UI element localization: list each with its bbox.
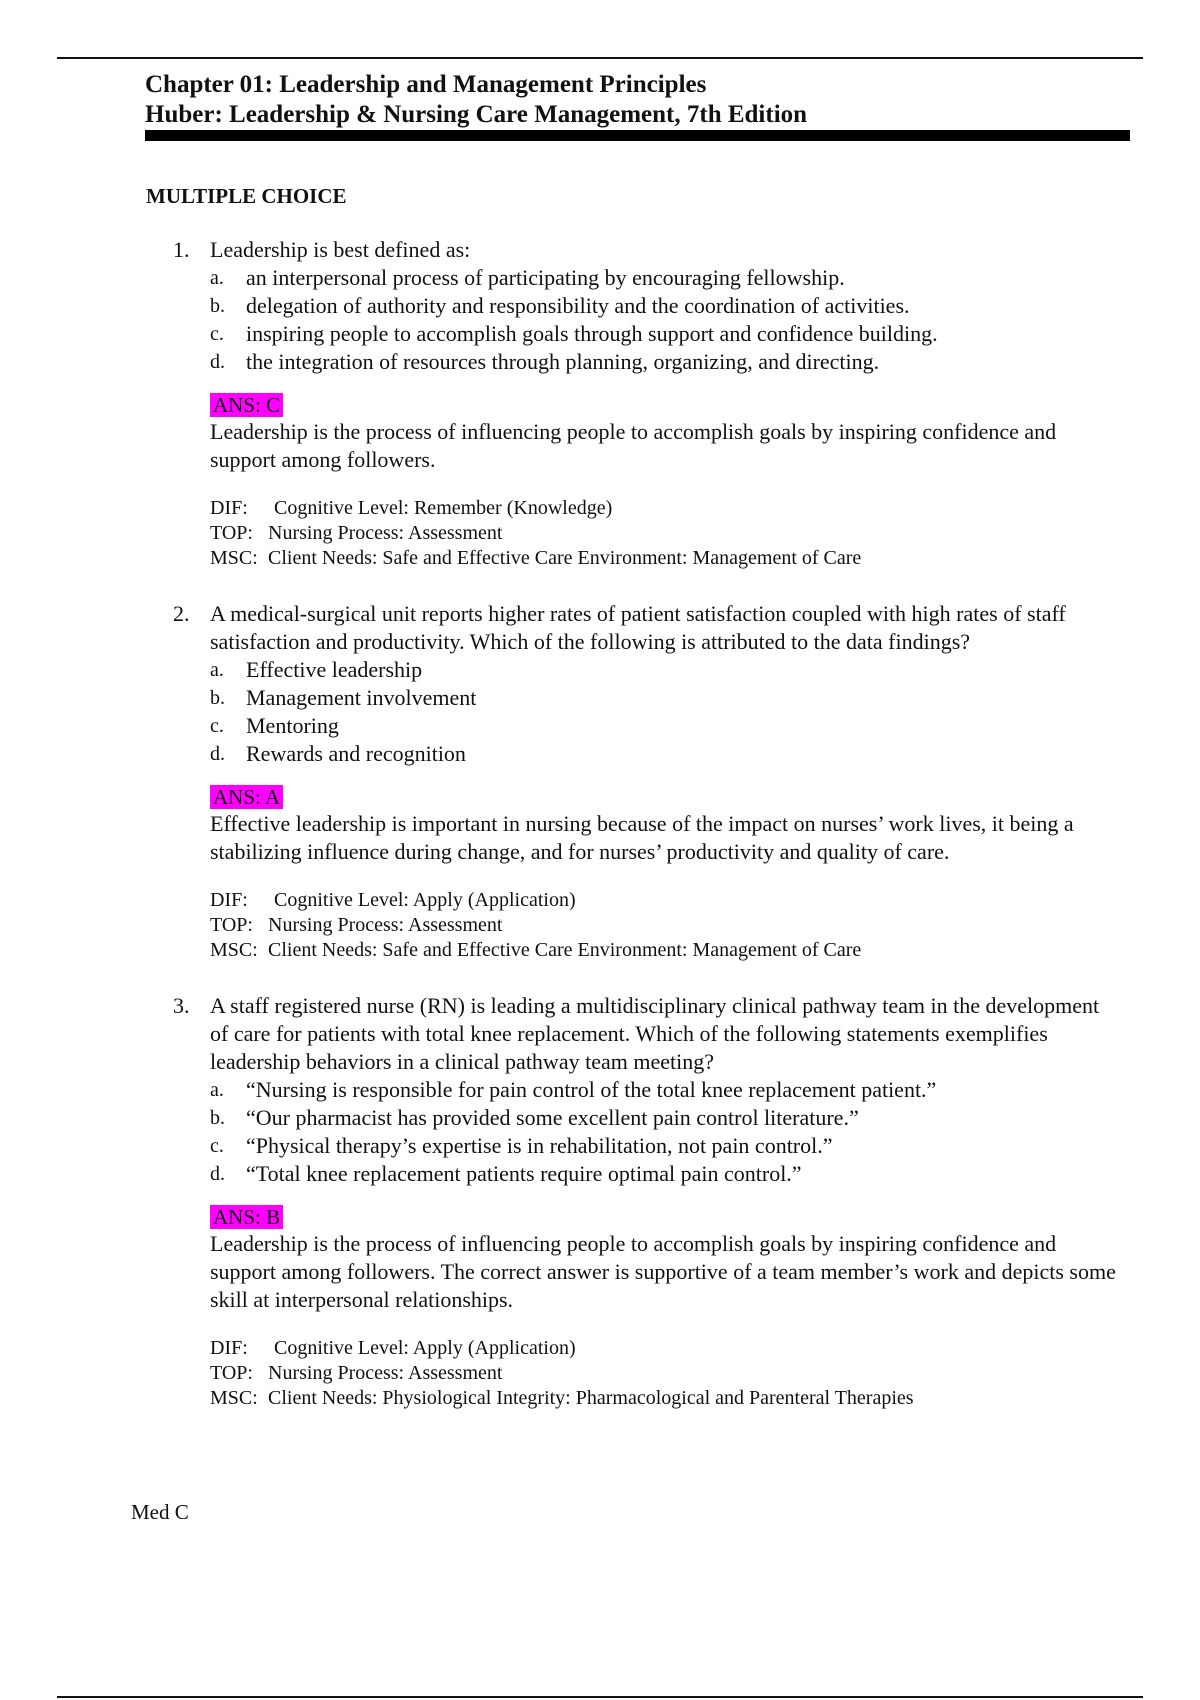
dif-row [210, 496, 1120, 521]
option-letter: d. [210, 1163, 225, 1185]
options-list [170, 1076, 1120, 1188]
options-list [170, 656, 1120, 768]
dif-row [210, 1336, 1120, 1361]
top-label: TOP: [210, 914, 253, 936]
option-letter: b. [210, 1107, 225, 1129]
option-a [210, 264, 1120, 292]
section-title: MULTIPLE CHOICE [146, 184, 347, 208]
chapter-title: Chapter 01: Leadership and Management Principles [145, 71, 707, 98]
option-c [210, 712, 1120, 740]
answer-row [170, 784, 1120, 810]
option-d [210, 348, 1120, 376]
options-list [170, 264, 1120, 376]
msc-value: Client Needs: Safe and Effective Care Environment: Management of Care [268, 547, 862, 569]
answer-badge: ANS: C [210, 393, 283, 417]
option-text: “Physical therapy’s expertise is in rehabilitation, not pain control.” [246, 1133, 833, 1158]
question-number: 2. [173, 601, 190, 626]
top-value: Nursing Process: Assessment [268, 1362, 503, 1384]
answer-row [170, 1204, 1120, 1230]
document-header [145, 70, 1130, 130]
top-row [210, 521, 1120, 546]
msc-value: Client Needs: Safe and Effective Care Environment: Management of Care [268, 939, 862, 961]
top-row [210, 1361, 1120, 1386]
msc-row [210, 1386, 1120, 1411]
option-text: inspiring people to accomplish goals through support and confidence building. [246, 321, 938, 346]
metadata-block [170, 888, 1120, 963]
dif-label: DIF: [210, 889, 248, 911]
top-label: TOP: [210, 1362, 253, 1384]
option-letter: a. [210, 267, 224, 289]
rationale-text: Leadership is the process of influencing people to accomplish goals by inspiring confidence and support among followers. The correct answer is supportive of a team member’s work and depicts some skill at interpersonal relationships. [210, 1231, 1116, 1312]
option-b [210, 292, 1120, 320]
option-text: an interpersonal process of participating by encouraging fellowship. [246, 265, 845, 290]
dif-row [210, 888, 1120, 913]
option-text: Management involvement [246, 685, 477, 710]
option-letter: a. [210, 1079, 224, 1101]
option-text: Mentoring [246, 713, 339, 738]
option-d [210, 740, 1120, 768]
metadata-block [170, 1336, 1120, 1411]
dif-value: Cognitive Level: Apply (Application) [274, 1337, 576, 1359]
msc-label: MSC: [210, 1387, 258, 1409]
option-text: Rewards and recognition [246, 741, 466, 766]
dif-value: Cognitive Level: Apply (Application) [274, 889, 576, 911]
question-number: 3. [173, 993, 190, 1018]
answer-row [170, 392, 1120, 418]
question-stem [170, 992, 1120, 1076]
question-text: A staff registered nurse (RN) is leading a multidisciplinary clinical pathway team in the development of care for patients with total knee replacement. Which of the following statements exemplifies leadership behaviors in a clinical pathway team meeting? [210, 993, 1100, 1074]
msc-row [210, 546, 1120, 571]
question-2 [170, 600, 1120, 963]
top-rule [57, 57, 1143, 59]
rationale-text: Leadership is the process of influencing people to accomplish goals by inspiring confidence and support among followers. [210, 419, 1057, 472]
question-stem [170, 600, 1120, 656]
answer-badge: ANS: A [210, 785, 283, 809]
msc-row [210, 938, 1120, 963]
option-letter: c. [210, 1135, 224, 1157]
dif-value: Cognitive Level: Remember (Knowledge) [274, 497, 613, 519]
option-letter: c. [210, 323, 224, 345]
book-title: Huber: Leadership & Nursing Care Management, 7th Edition [145, 101, 808, 128]
dif-label: DIF: [210, 497, 248, 519]
footer-text: Med C [131, 1500, 189, 1524]
question-stem [170, 236, 1120, 264]
option-letter: d. [210, 351, 225, 373]
option-b [210, 684, 1120, 712]
question-text: Leadership is best defined as: [210, 237, 471, 262]
option-letter: d. [210, 743, 225, 765]
option-c [210, 320, 1120, 348]
question-text: A medical-surgical unit reports higher rates of patient satisfaction coupled with high rates of staff satisfaction and productivity. Which of the following is attributed to the data findings? [210, 601, 1066, 654]
msc-value: Client Needs: Physiological Integrity: Pharmacological and Parenteral Therapies [268, 1387, 914, 1409]
rationale-text: Effective leadership is important in nursing because of the impact on nurses’ work lives, it being a stabilizing influence during change, and for nurses’ productivity and quality of care. [210, 811, 1074, 864]
option-b [210, 1104, 1120, 1132]
question-3 [170, 992, 1120, 1411]
option-letter: c. [210, 715, 224, 737]
option-letter: a. [210, 659, 224, 681]
msc-label: MSC: [210, 939, 258, 961]
option-a [210, 1076, 1120, 1104]
option-text: the integration of resources through planning, organizing, and directing. [246, 349, 880, 374]
option-text: delegation of authority and responsibility and the coordination of activities. [246, 293, 910, 318]
answer-badge: ANS: B [210, 1205, 283, 1229]
option-text: “Our pharmacist has provided some excellent pain control literature.” [246, 1105, 859, 1130]
option-d [210, 1160, 1120, 1188]
bottom-rule [57, 1696, 1143, 1698]
option-letter: b. [210, 687, 225, 709]
option-text: “Nursing is responsible for pain control of the total knee replacement patient.” [246, 1077, 937, 1102]
top-row [210, 913, 1120, 938]
top-value: Nursing Process: Assessment [268, 522, 503, 544]
dif-label: DIF: [210, 1337, 248, 1359]
question-number: 1. [173, 237, 190, 262]
option-a [210, 656, 1120, 684]
top-value: Nursing Process: Assessment [268, 914, 503, 936]
msc-label: MSC: [210, 547, 258, 569]
option-text: “Total knee replacement patients require optimal pain control.” [246, 1161, 802, 1186]
option-text: Effective leadership [246, 657, 423, 682]
top-label: TOP: [210, 522, 253, 544]
option-letter: b. [210, 295, 225, 317]
header-bar [145, 130, 1130, 141]
metadata-block [170, 496, 1120, 571]
question-1 [170, 236, 1120, 571]
option-c [210, 1132, 1120, 1160]
